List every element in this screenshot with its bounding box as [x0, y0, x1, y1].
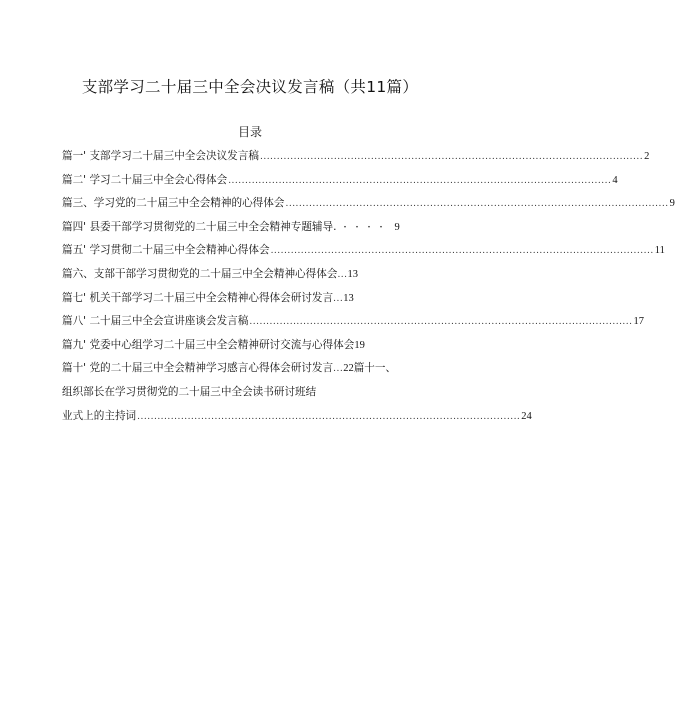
toc-entry-5[interactable]: [62, 242, 665, 266]
toc-page-number: 13: [343, 292, 354, 304]
toc-leader-dots: ...: [333, 364, 344, 375]
toc-entry-2[interactable]: [62, 172, 618, 196]
toc-entry-text: 篇四' 县委干部学习贯彻党的二十届三中全会精神专题辅导.: [62, 220, 337, 233]
toc-entry-text: 篇五' 学习贯彻二十届三中全会精神心得体会: [62, 244, 270, 257]
toc-entry-text: 组织部长在学习贯彻党的二十届三中全会读书研讨班结: [62, 385, 317, 398]
toc-entry-text: 篇六、支部干部学习贯彻党的二十届三中全会精神心得体会: [62, 267, 338, 280]
toc-page-number: 17: [633, 316, 645, 328]
table-of-contents: [62, 148, 675, 431]
toc-entry-4[interactable]: [62, 219, 440, 243]
toc-leader-dots: ..................................................................................................................: [270, 246, 654, 257]
toc-entry-text: 篇七' 机关干部学习二十届三中全会精神心得体会研讨发言: [62, 291, 334, 304]
toc-entry-1[interactable]: [62, 148, 650, 172]
toc-page-number: 22: [343, 363, 354, 375]
toc-page-number: 11: [654, 245, 665, 257]
toc-entry-11-line-2[interactable]: [62, 408, 532, 432]
toc-page-number: 19: [354, 339, 365, 351]
toc-page-number: 4: [612, 174, 618, 186]
toc-entry-text: 篇九' 党委中心组学习二十届三中全会精神研讨交流与心得体会: [62, 338, 355, 351]
toc-entry-11-line-1[interactable]: [62, 384, 440, 408]
toc-leader-dots: ..................................................................................................................: [249, 317, 633, 328]
toc-leader-dots: ..................................................................................................................: [259, 152, 644, 162]
toc-entry-text: 篇一' 支部学习二十届三中全会决议发言稿: [62, 150, 259, 162]
toc-page-number: 24: [521, 410, 532, 422]
toc-heading: 目录: [237, 125, 262, 139]
toc-entry-9[interactable]: [62, 337, 440, 361]
toc-page-number: 9: [394, 221, 400, 233]
toc-leader-dots: ...: [337, 269, 348, 280]
toc-entry-text: 篇八' 二十届三中全会宣讲座谈会发言稿: [62, 315, 249, 328]
toc-leader-dots: ...: [333, 293, 344, 304]
toc-entry-text: 篇二' 学习二十届三中全会心得体会: [62, 173, 228, 186]
toc-entry-text-continued: 篇十一、: [353, 362, 397, 375]
toc-entry-text: 篇三、学习党的二十届三中全会精神的心得体会: [62, 197, 285, 210]
toc-page-number: 2: [644, 151, 650, 162]
toc-entry-text: 篇十' 党的二十届三中全会精神学习感言心得体会研讨发言: [62, 362, 334, 375]
toc-leader-dots: ..................................................................................................................: [285, 199, 669, 210]
document-title: 支部学习二十届三中全会决议发言稿（共11篇）: [81, 78, 419, 96]
toc-entry-8[interactable]: [62, 313, 645, 337]
toc-entry-7[interactable]: [62, 290, 440, 314]
toc-leader-dots: ..................................................................................................................: [228, 175, 612, 186]
toc-entry-3[interactable]: [62, 195, 675, 219]
toc-leader-dots: ..................................................................................................................: [137, 411, 521, 422]
toc-entry-10[interactable]: [62, 360, 458, 384]
toc-leader-dots: ・・・・: [340, 222, 389, 233]
toc-entry-6[interactable]: [62, 266, 440, 290]
toc-entry-text: 业式上的主持词: [62, 409, 137, 422]
toc-page-number: 13: [347, 268, 359, 280]
toc-page-number: 9: [669, 198, 675, 210]
